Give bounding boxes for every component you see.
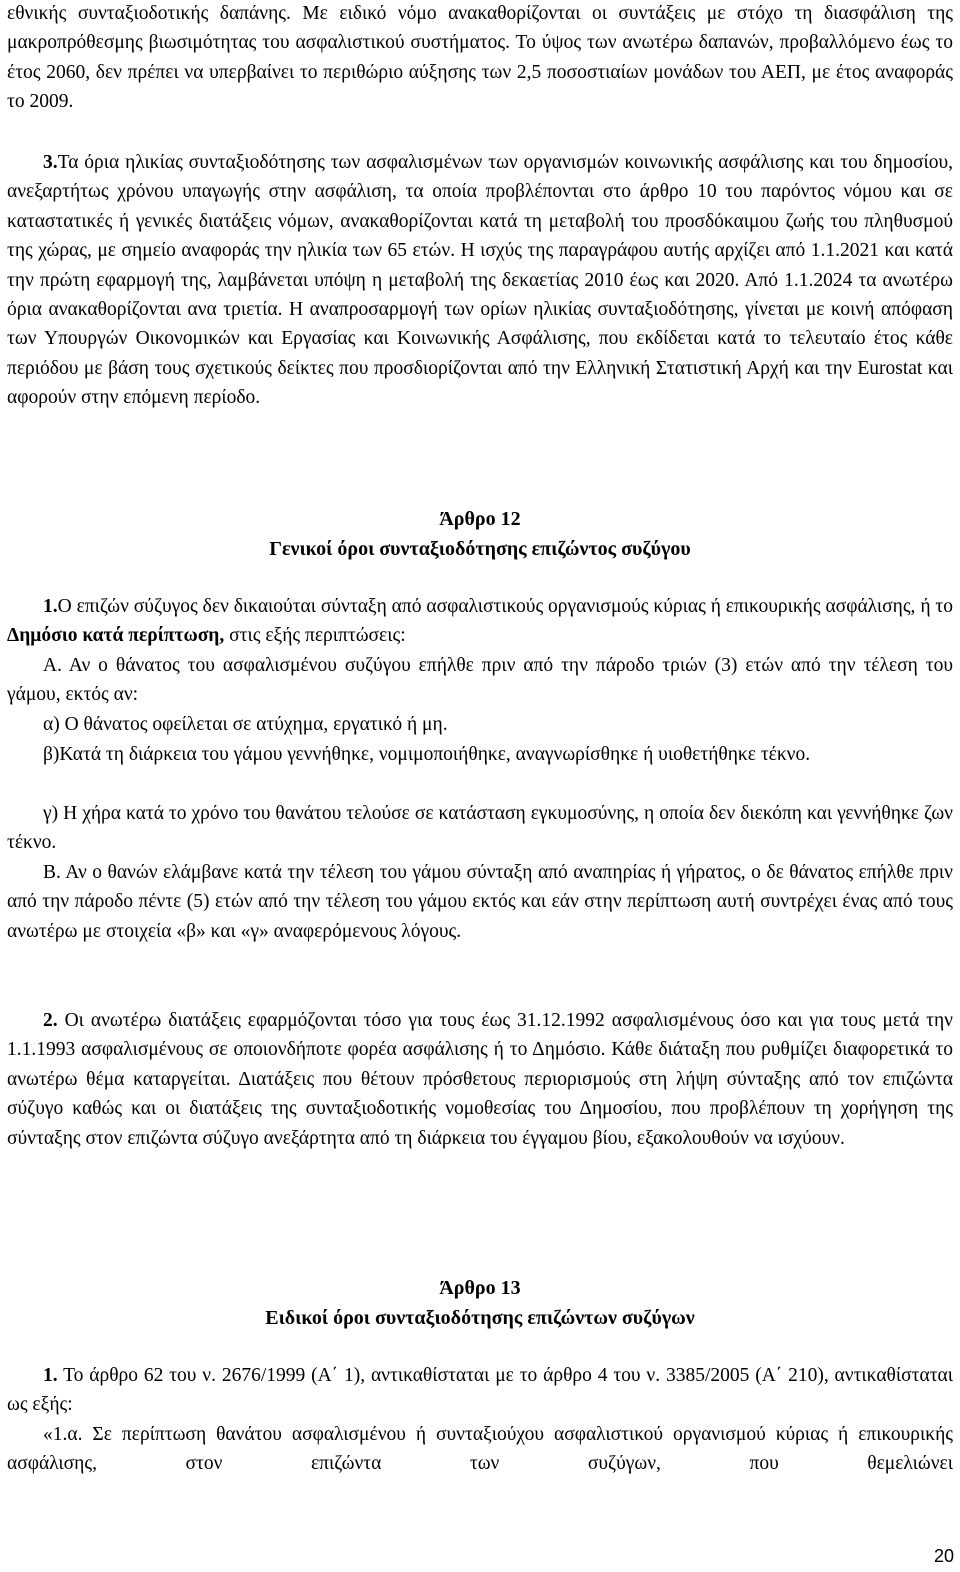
article-13-title: Ειδικοί όροι συνταξιοδότησης επιζώντων συζύγων [265,1307,695,1329]
article-13-number: Άρθρο 13 [439,1277,521,1299]
article-12-paragraph-1-text-b: στις εξής περιπτώσεις: [224,625,406,647]
article-12-case-c: γ) Η χήρα κατά το χρόνο του θανάτου τελούσε σε κατάσταση εγκυμοσύνης, η οποία δεν διεκόπη και γεννήθηκε ζων τέκνο. [7,803,953,854]
document-page [7,0,953,1572]
article-13-paragraph-1-text: Το άρθρο 62 του ν. 2676/1999 (Α΄ 1), αντικαθίσταται με το άρθρο 4 του ν. 3385/2005 (Α΄ 210), αντικαθίσταται ως εξής: [7,1365,953,1416]
article-13-quoted-text: «1.α. Σε περίπτωση θανάτου ασφαλισμένου ή συνταξιούχου ασφαλιστικού οργανισμού κύριας ή επικουρικής ασφάλισης, στον επιζώντα των συζύγων, που θεμελιώνει [7,1424,953,1475]
paragraph-3-number: 3. [43,152,58,173]
article-12-paragraph-2-text: Οι ανωτέρω διατάξεις εφαρμόζονται τόσο για τους έως 31.12.1992 ασφαλισμένους όσο και για τους μετά την 1.1.1993 ασφαλισμένους σε οποιονδήποτε φορέα ασφάλισης ή το Δημόσιο. Κάθε διάταξη που ρυθμίζει διαφορετικά το ανωτέρω θέμα καταργείται. Διατάξεις που θέτουν πρόσθετους περιορισμούς στη λήψη σύνταξης από τον επιζώντα σύζυγο καθώς και οι διατάξεις της συνταξιοδοτικής νομοθεσίας του Δημοσίου, που προβλέπουν τη χορήγηση της σύνταξης στον επιζώντα σύζυγο ανεξάρτητα από τη διάρκεια του έγγαμου βίου, εξακολουθούν να ισχύουν. [7,1010,953,1149]
article-12-paragraph-2-number: 2. [43,1010,58,1031]
article-13-paragraph-1 [7,1361,953,1420]
article-12-case-a: α) Ο θάνατος οφείλεται σε ατύχημα, εργατικό ή μη. [43,714,448,735]
article-12-case-b: β)Κατά τη διάρκεια του γάμου γεννήθηκε, νομιμοποιήθηκε, αναγνωρίσθηκε ή υιοθετήθηκε τέκνο. [43,744,811,765]
article-12-paragraph-1-text-a: Ο επιζών σύζυγος δεν δικαιούται σύνταξη από ασφαλιστικούς οργανισμούς κύριας ή επικουρικής ασφάλισης, ή το [57,596,953,617]
paragraph-3 [7,148,953,413]
article-12-case-A: Α. Αν ο θάνατος του ασφαλισμένου συζύγου επήλθε πριν από την πάροδο τριών (3) ετών από την τέλεση του γάμου, εκτός αν: [7,655,953,706]
paragraph-intro-continuation: εθνικής συνταξιοδοτικής δαπάνης. Με ειδικό νόμο ανακαθορίζονται οι συντάξεις με στόχο τη διασφάλιση της μακροπρόθεσμης βιωσιμότητας του ασφαλιστικού συστήματος. Το ύψος των ανωτέρω δαπανών, προβαλλόμενο έως το έτος 2060, δεν πρέπει να υπερβαίνει το περιθώριο αύξησης των 2,5 ποσοστιαίων μονάδων του ΑΕΠ, με έτος αναφοράς το 2009. [7,3,953,113]
article-12-paragraph-1 [7,592,953,651]
paragraph-3-text: Τα όρια ηλικίας συνταξιοδότησης των ασφαλισμένων των οργανισμών κοινωνικής ασφάλισης και του δημοσίου, ανεξαρτήτως χρόνου υπαγωγής στην ασφάλιση, τα οποία προβλέπονται στο άρθρο 10 του παρόντος νόμου και σε καταστατικές ή γενικές διατάξεις νόμων, ανακαθορίζονται κατά τη μεταβολή του προσδόκαιμου ζωής του πληθυσμού της χώρας, με σημείο αναφοράς την ηλικία των 65 ετών. Η ισχύς της παραγράφου αυτής αρχίζει από 1.1.2021 και κατά την πρώτη εφαρμογή της, λαμβάνεται υπόψη η μεταβολή της δεκαετίας 2010 έως και 2020. Από 1.1.2024 τα ανωτέρω όρια ανακαθορίζονται ανα τριετία. Η αναπροσαρμογή των ορίων ηλικίας συνταξιοδότησης, γίνεται με κοινή απόφαση των Υπουργών Οικονομικών και Εργασίας και Κοινωνικής Ασφάλισης, που εκδίδεται κατά το τελευταίο έτος κάθε περιόδου με βάση τους σχετικούς δείκτες που προσδιορίζονται από την Ελληνική Στατιστική Αρχή και την Eurostat και αφορούν στην επόμενη περίοδο. [7,152,953,409]
article-13-paragraph-1-number: 1. [43,1365,58,1386]
article-12-paragraph-1-bold: Δημόσιο κατά περίπτωση, [7,625,225,647]
page-number: 20 [933,1546,954,1566]
article-12-number: Άρθρο 12 [439,508,521,530]
article-12-paragraph-1-number: 1. [43,596,58,617]
article-12-case-B: Β. Αν ο θανών ελάμβανε κατά την τέλεση του γάμου σύνταξη από αναπηρίας ή γήρατος, ο δε θάνατος επήλθε πριν από την πάροδο πέντε (5) ετών από την τέλεση του γάμου εκτός και εάν στην περίπτωση αυτή συντρέχει ένας από τους ανωτέρω με στοιχεία «β» και «γ» αναφερόμενους λόγους. [7,862,953,942]
article-12-title: Γενικοί όροι συνταξιοδότησης επιζώντος συζύγου [269,538,691,560]
article-12-paragraph-2 [7,1006,953,1153]
